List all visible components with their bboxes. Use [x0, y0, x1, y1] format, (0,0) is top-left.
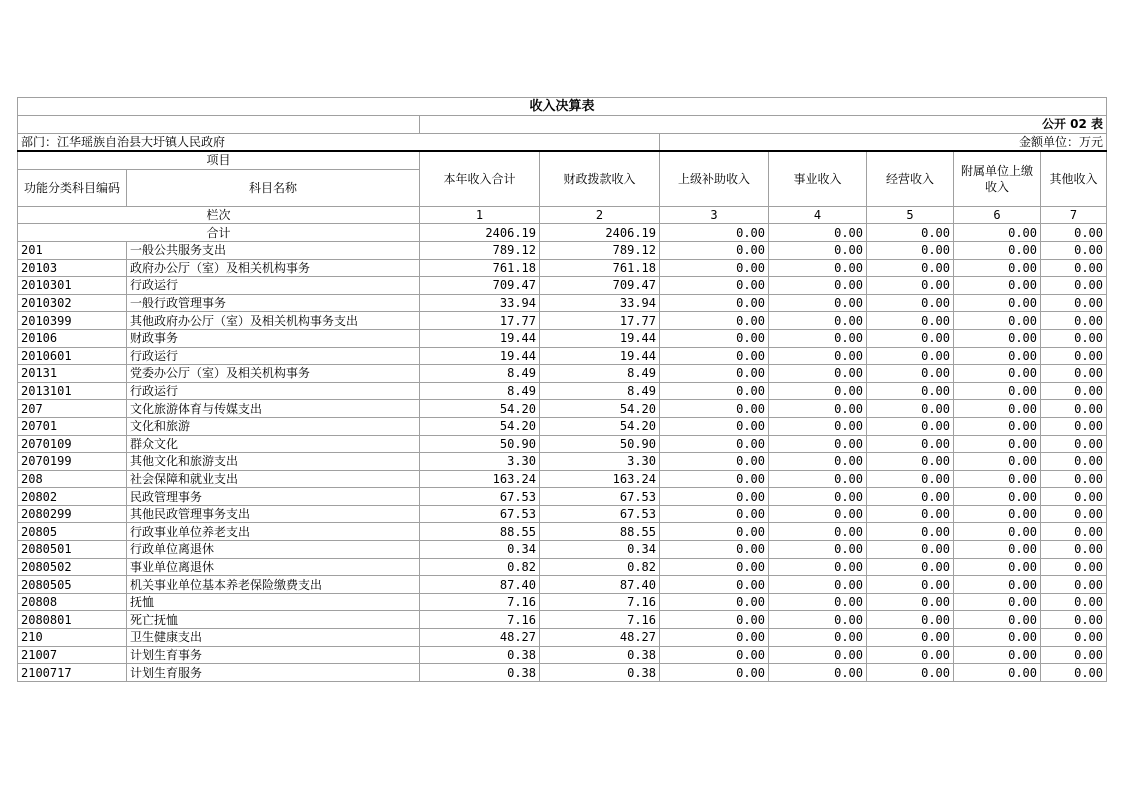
amount-cell: 0.00 — [769, 611, 867, 629]
subject-code: 210 — [18, 629, 127, 647]
subject-name: 行政事业单位养老支出 — [127, 523, 420, 541]
amount-cell: 0.00 — [660, 541, 769, 559]
amount-cell: 50.90 — [540, 435, 660, 453]
amount-cell: 0.00 — [867, 435, 954, 453]
table-row — [18, 400, 1107, 418]
amount-cell: 0.00 — [1041, 488, 1107, 506]
subject-code: 2010301 — [18, 277, 127, 295]
amount-cell: 0.00 — [867, 329, 954, 347]
amount-cell: 0.00 — [954, 312, 1041, 330]
amount-cell: 0.82 — [420, 558, 540, 576]
subject-name: 抚恤 — [127, 593, 420, 611]
amount-cell: 0.00 — [954, 576, 1041, 594]
amount-cell: 50.90 — [420, 435, 540, 453]
amount-cell: 0.00 — [769, 241, 867, 259]
header-col-4: 事业收入 — [769, 151, 867, 206]
subject-code: 2080801 — [18, 611, 127, 629]
amount-cell: 0.00 — [660, 312, 769, 330]
subject-code: 2080501 — [18, 541, 127, 559]
amount-cell: 0.00 — [769, 664, 867, 682]
amount-cell: 0.00 — [867, 664, 954, 682]
amount-cell: 0.00 — [867, 541, 954, 559]
amount-cell: 0.00 — [660, 347, 769, 365]
amount-cell: 0.00 — [769, 417, 867, 435]
column-number-label: 栏次 — [18, 206, 420, 224]
amount-cell: 0.00 — [954, 365, 1041, 383]
amount-cell: 0.00 — [1041, 523, 1107, 541]
table-row — [18, 435, 1107, 453]
header-col-7: 其他收入 — [1041, 151, 1107, 206]
amount-cell: 0.00 — [769, 259, 867, 277]
total-value: 0.00 — [954, 224, 1041, 242]
amount-cell: 163.24 — [540, 470, 660, 488]
header-col-1: 本年收入合计 — [420, 151, 540, 206]
amount-cell: 0.00 — [1041, 241, 1107, 259]
table-row — [18, 629, 1107, 647]
amount-cell: 54.20 — [540, 417, 660, 435]
subject-code: 20805 — [18, 523, 127, 541]
amount-cell: 0.00 — [867, 558, 954, 576]
amount-cell: 0.00 — [954, 294, 1041, 312]
subject-name: 财政事务 — [127, 329, 420, 347]
subject-code: 20802 — [18, 488, 127, 506]
amount-cell: 0.00 — [1041, 664, 1107, 682]
subject-name: 文化旅游体育与传媒支出 — [127, 400, 420, 418]
amount-cell: 7.16 — [420, 611, 540, 629]
table-row — [18, 541, 1107, 559]
amount-cell: 0.00 — [954, 382, 1041, 400]
amount-cell: 0.00 — [1041, 294, 1107, 312]
amount-cell: 0.00 — [660, 365, 769, 383]
table-row — [18, 505, 1107, 523]
amount-cell: 0.38 — [540, 646, 660, 664]
amount-cell: 67.53 — [420, 488, 540, 506]
amount-cell: 0.00 — [954, 329, 1041, 347]
amount-cell: 0.00 — [1041, 312, 1107, 330]
amount-cell: 0.00 — [660, 576, 769, 594]
column-number: 2 — [540, 206, 660, 224]
subject-name: 党委办公厅（室）及相关机构事务 — [127, 365, 420, 383]
header-item: 项目 — [18, 151, 420, 169]
amount-cell: 0.00 — [867, 259, 954, 277]
subject-code: 2100717 — [18, 664, 127, 682]
table-row — [18, 523, 1107, 541]
table-row — [18, 277, 1107, 295]
amount-cell: 0.00 — [954, 259, 1041, 277]
amount-cell: 0.00 — [660, 453, 769, 471]
subject-name: 一般公共服务支出 — [127, 241, 420, 259]
amount-cell: 0.00 — [769, 400, 867, 418]
amount-cell: 54.20 — [540, 400, 660, 418]
amount-cell: 0.00 — [867, 382, 954, 400]
amount-cell: 0.00 — [1041, 329, 1107, 347]
table-row — [18, 488, 1107, 506]
amount-cell: 0.00 — [660, 435, 769, 453]
table-row — [18, 241, 1107, 259]
amount-cell: 0.00 — [769, 576, 867, 594]
amount-cell: 0.82 — [540, 558, 660, 576]
amount-cell: 0.00 — [660, 417, 769, 435]
amount-cell: 0.00 — [769, 347, 867, 365]
table-row — [18, 347, 1107, 365]
table-row — [18, 312, 1107, 330]
amount-cell: 0.00 — [769, 470, 867, 488]
column-number: 1 — [420, 206, 540, 224]
amount-cell: 67.53 — [540, 488, 660, 506]
unit-label: 金额单位：万元 — [660, 133, 1107, 151]
amount-cell: 0.00 — [1041, 400, 1107, 418]
subject-code: 2010399 — [18, 312, 127, 330]
amount-cell: 709.47 — [540, 277, 660, 295]
table-row — [18, 576, 1107, 594]
subject-code: 2070109 — [18, 435, 127, 453]
amount-cell: 0.00 — [867, 241, 954, 259]
amount-cell: 0.00 — [867, 488, 954, 506]
amount-cell: 0.00 — [1041, 505, 1107, 523]
subject-code: 21007 — [18, 646, 127, 664]
amount-cell: 8.49 — [540, 382, 660, 400]
amount-cell: 0.00 — [867, 365, 954, 383]
subject-code: 20106 — [18, 329, 127, 347]
subject-code: 2080505 — [18, 576, 127, 594]
subject-name: 一般行政管理事务 — [127, 294, 420, 312]
subject-code: 201 — [18, 241, 127, 259]
subject-code: 20103 — [18, 259, 127, 277]
amount-cell: 0.00 — [954, 629, 1041, 647]
header-col-6: 附属单位上缴收入 — [954, 151, 1041, 206]
amount-cell: 0.00 — [660, 611, 769, 629]
amount-cell: 0.00 — [867, 593, 954, 611]
amount-cell: 0.00 — [1041, 576, 1107, 594]
amount-cell: 0.00 — [769, 277, 867, 295]
table-row — [18, 417, 1107, 435]
amount-cell: 0.00 — [660, 505, 769, 523]
table-row — [18, 329, 1107, 347]
subject-name: 事业单位离退休 — [127, 558, 420, 576]
amount-cell: 3.30 — [540, 453, 660, 471]
amount-cell: 0.00 — [660, 277, 769, 295]
amount-cell: 0.00 — [660, 593, 769, 611]
amount-cell: 19.44 — [420, 347, 540, 365]
amount-cell: 761.18 — [540, 259, 660, 277]
amount-cell: 0.00 — [1041, 646, 1107, 664]
amount-cell: 0.00 — [769, 294, 867, 312]
amount-cell: 0.38 — [540, 664, 660, 682]
table-row — [18, 294, 1107, 312]
subject-code: 2080502 — [18, 558, 127, 576]
amount-cell: 0.00 — [954, 488, 1041, 506]
subject-name: 行政运行 — [127, 277, 420, 295]
amount-cell: 0.00 — [954, 435, 1041, 453]
subject-code: 20701 — [18, 417, 127, 435]
column-number: 3 — [660, 206, 769, 224]
total-value: 0.00 — [1041, 224, 1107, 242]
amount-cell: 3.30 — [420, 453, 540, 471]
amount-cell: 8.49 — [540, 365, 660, 383]
amount-cell: 0.00 — [867, 611, 954, 629]
amount-cell: 0.00 — [769, 505, 867, 523]
amount-cell: 0.00 — [769, 593, 867, 611]
table-row — [18, 664, 1107, 682]
amount-cell: 0.00 — [660, 294, 769, 312]
amount-cell: 0.00 — [867, 646, 954, 664]
amount-cell: 88.55 — [540, 523, 660, 541]
amount-cell: 0.34 — [540, 541, 660, 559]
column-number: 7 — [1041, 206, 1107, 224]
table-row — [18, 611, 1107, 629]
income-table — [17, 97, 1107, 682]
total-value: 2406.19 — [420, 224, 540, 242]
subject-name: 行政运行 — [127, 382, 420, 400]
amount-cell: 0.00 — [660, 629, 769, 647]
amount-cell: 0.00 — [867, 629, 954, 647]
amount-cell: 0.00 — [954, 541, 1041, 559]
amount-cell: 709.47 — [420, 277, 540, 295]
amount-cell: 7.16 — [540, 593, 660, 611]
amount-cell: 0.00 — [954, 611, 1041, 629]
amount-cell: 0.00 — [1041, 611, 1107, 629]
amount-cell: 0.00 — [954, 505, 1041, 523]
amount-cell: 0.00 — [954, 277, 1041, 295]
amount-cell: 789.12 — [420, 241, 540, 259]
header-name: 科目名称 — [127, 169, 420, 206]
amount-cell: 0.00 — [1041, 417, 1107, 435]
amount-cell: 0.00 — [954, 593, 1041, 611]
amount-cell: 19.44 — [420, 329, 540, 347]
amount-cell: 87.40 — [540, 576, 660, 594]
subject-name: 民政管理事务 — [127, 488, 420, 506]
amount-cell: 0.00 — [769, 435, 867, 453]
amount-cell: 0.00 — [660, 470, 769, 488]
header-col-3: 上级补助收入 — [660, 151, 769, 206]
column-number: 6 — [954, 206, 1041, 224]
amount-cell: 0.00 — [769, 541, 867, 559]
header-col-5: 经营收入 — [867, 151, 954, 206]
amount-cell: 0.00 — [1041, 365, 1107, 383]
amount-cell: 0.00 — [954, 470, 1041, 488]
amount-cell: 17.77 — [420, 312, 540, 330]
amount-cell: 0.00 — [660, 400, 769, 418]
total-label: 合计 — [18, 224, 420, 242]
column-number: 5 — [867, 206, 954, 224]
amount-cell: 0.00 — [769, 629, 867, 647]
amount-cell: 0.00 — [769, 558, 867, 576]
amount-cell: 54.20 — [420, 400, 540, 418]
amount-cell: 0.00 — [660, 259, 769, 277]
amount-cell: 0.00 — [867, 347, 954, 365]
subject-name: 群众文化 — [127, 435, 420, 453]
subject-name: 文化和旅游 — [127, 417, 420, 435]
amount-cell: 0.00 — [1041, 593, 1107, 611]
amount-cell: 0.00 — [1041, 435, 1107, 453]
amount-cell: 0.00 — [1041, 382, 1107, 400]
amount-cell: 0.00 — [867, 453, 954, 471]
subject-name: 政府办公厅（室）及相关机构事务 — [127, 259, 420, 277]
amount-cell: 0.00 — [660, 558, 769, 576]
subject-name: 社会保障和就业支出 — [127, 470, 420, 488]
amount-cell: 0.00 — [1041, 541, 1107, 559]
column-number: 4 — [769, 206, 867, 224]
amount-cell: 0.00 — [660, 646, 769, 664]
table-row — [18, 382, 1107, 400]
subject-name: 卫生健康支出 — [127, 629, 420, 647]
amount-cell: 17.77 — [540, 312, 660, 330]
amount-cell: 48.27 — [420, 629, 540, 647]
amount-cell: 0.00 — [954, 664, 1041, 682]
amount-cell: 0.00 — [867, 417, 954, 435]
subject-code: 2070199 — [18, 453, 127, 471]
amount-cell: 0.00 — [1041, 470, 1107, 488]
blank-cell — [18, 116, 420, 134]
table-row — [18, 470, 1107, 488]
amount-cell: 0.00 — [867, 576, 954, 594]
amount-cell: 0.38 — [420, 664, 540, 682]
subject-name: 其他文化和旅游支出 — [127, 453, 420, 471]
amount-cell: 0.00 — [769, 488, 867, 506]
table-row — [18, 365, 1107, 383]
subject-code: 208 — [18, 470, 127, 488]
amount-cell: 7.16 — [420, 593, 540, 611]
amount-cell: 0.00 — [954, 453, 1041, 471]
subject-name: 其他民政管理事务支出 — [127, 505, 420, 523]
amount-cell: 0.00 — [1041, 347, 1107, 365]
subject-name: 计划生育事务 — [127, 646, 420, 664]
amount-cell: 0.00 — [769, 382, 867, 400]
amount-cell: 0.00 — [954, 558, 1041, 576]
amount-cell: 19.44 — [540, 329, 660, 347]
amount-cell: 0.34 — [420, 541, 540, 559]
amount-cell: 0.00 — [660, 523, 769, 541]
amount-cell: 0.00 — [769, 312, 867, 330]
subject-code: 20131 — [18, 365, 127, 383]
amount-cell: 87.40 — [420, 576, 540, 594]
table-row — [18, 646, 1107, 664]
subject-code: 2010302 — [18, 294, 127, 312]
amount-cell: 0.00 — [769, 329, 867, 347]
table-row — [18, 259, 1107, 277]
subject-name: 行政单位离退休 — [127, 541, 420, 559]
amount-cell: 8.49 — [420, 365, 540, 383]
amount-cell: 0.00 — [769, 453, 867, 471]
amount-cell: 0.00 — [867, 400, 954, 418]
amount-cell: 88.55 — [420, 523, 540, 541]
amount-cell: 0.00 — [1041, 453, 1107, 471]
amount-cell: 0.00 — [867, 294, 954, 312]
amount-cell: 0.00 — [867, 505, 954, 523]
subject-code: 2080299 — [18, 505, 127, 523]
amount-cell: 0.00 — [769, 523, 867, 541]
amount-cell: 7.16 — [540, 611, 660, 629]
amount-cell: 0.00 — [769, 365, 867, 383]
amount-cell: 0.00 — [660, 382, 769, 400]
amount-cell: 0.00 — [867, 277, 954, 295]
subject-name: 死亡抚恤 — [127, 611, 420, 629]
amount-cell: 0.00 — [954, 400, 1041, 418]
department-label: 部门：江华瑶族自治县大圩镇人民政府 — [18, 133, 660, 151]
amount-cell: 761.18 — [420, 259, 540, 277]
amount-cell: 0.00 — [954, 417, 1041, 435]
income-statement-sheet — [17, 97, 1106, 682]
amount-cell: 8.49 — [420, 382, 540, 400]
table-row — [18, 593, 1107, 611]
total-value: 0.00 — [867, 224, 954, 242]
total-value: 2406.19 — [540, 224, 660, 242]
amount-cell: 0.00 — [954, 646, 1041, 664]
total-value: 0.00 — [660, 224, 769, 242]
table-row — [18, 453, 1107, 471]
amount-cell: 0.00 — [954, 523, 1041, 541]
amount-cell: 0.00 — [660, 664, 769, 682]
header-col-2: 财政拨款收入 — [540, 151, 660, 206]
amount-cell: 163.24 — [420, 470, 540, 488]
subject-name: 行政运行 — [127, 347, 420, 365]
amount-cell: 48.27 — [540, 629, 660, 647]
amount-cell: 0.00 — [660, 488, 769, 506]
table-title: 收入决算表 — [18, 98, 1107, 116]
total-value: 0.00 — [769, 224, 867, 242]
amount-cell: 0.00 — [1041, 629, 1107, 647]
form-number: 公开 02 表 — [420, 116, 1107, 134]
amount-cell: 0.00 — [660, 329, 769, 347]
subject-name: 计划生育服务 — [127, 664, 420, 682]
amount-cell: 67.53 — [540, 505, 660, 523]
header-code: 功能分类科目编码 — [18, 169, 127, 206]
subject-code: 2010601 — [18, 347, 127, 365]
amount-cell: 0.00 — [867, 312, 954, 330]
amount-cell: 33.94 — [540, 294, 660, 312]
subject-code: 20808 — [18, 593, 127, 611]
amount-cell: 0.00 — [1041, 277, 1107, 295]
amount-cell: 19.44 — [540, 347, 660, 365]
amount-cell: 0.38 — [420, 646, 540, 664]
amount-cell: 67.53 — [420, 505, 540, 523]
amount-cell: 0.00 — [867, 523, 954, 541]
amount-cell: 0.00 — [1041, 558, 1107, 576]
table-row — [18, 558, 1107, 576]
amount-cell: 0.00 — [867, 470, 954, 488]
subject-code: 207 — [18, 400, 127, 418]
amount-cell: 54.20 — [420, 417, 540, 435]
total-row — [18, 224, 1107, 242]
amount-cell: 0.00 — [1041, 259, 1107, 277]
amount-cell: 33.94 — [420, 294, 540, 312]
subject-code: 2013101 — [18, 382, 127, 400]
amount-cell: 0.00 — [954, 347, 1041, 365]
amount-cell: 0.00 — [954, 241, 1041, 259]
amount-cell: 0.00 — [769, 646, 867, 664]
amount-cell: 789.12 — [540, 241, 660, 259]
amount-cell: 0.00 — [660, 241, 769, 259]
subject-name: 机关事业单位基本养老保险缴费支出 — [127, 576, 420, 594]
subject-name: 其他政府办公厅（室）及相关机构事务支出 — [127, 312, 420, 330]
